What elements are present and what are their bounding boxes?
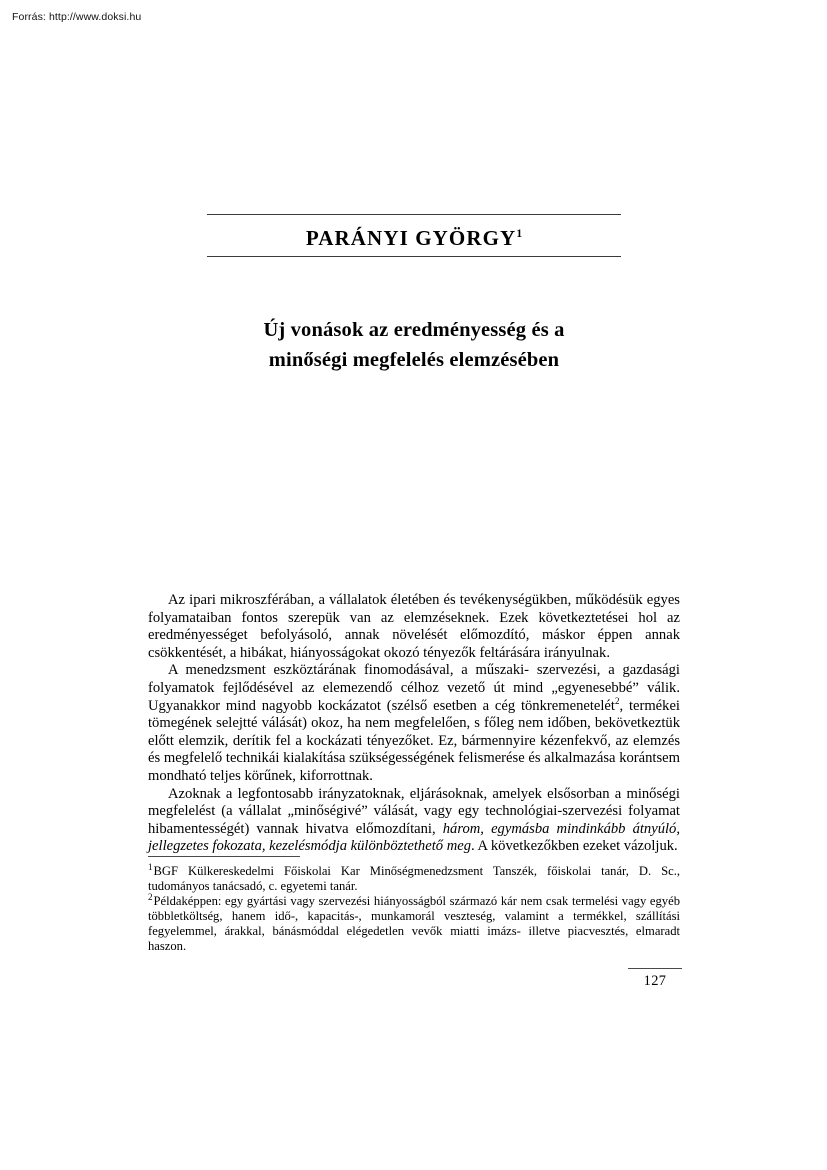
paragraph-2-footnote-marker: 2 [614, 695, 620, 706]
page-number: 127 [643, 973, 667, 989]
page-title [148, 315, 680, 375]
footnote-2-marker: 2 [148, 892, 153, 902]
author-name-text: PARÁNYI GYÖRGY [305, 226, 517, 250]
body-text [148, 592, 680, 856]
author-name [207, 215, 621, 256]
paragraph-3-text-b: . A következőkben ezeket vázoljuk. [471, 838, 678, 855]
folio-rule [628, 968, 682, 969]
author-footnote-marker: 1 [516, 228, 523, 240]
page-title-line-1: Új vonások az eredményesség és a [263, 318, 565, 341]
author-rule-bottom [207, 256, 621, 257]
footnote-1 [148, 861, 680, 894]
author-block [207, 214, 621, 257]
footnote-2 [148, 894, 680, 954]
paragraph-3 [148, 786, 680, 856]
footnote-1-marker: 1 [148, 861, 153, 872]
source-watermark: Forrás: http://www.doksi.hu [12, 11, 142, 23]
page-title-line-2: minőségi megfelelés elemzésében [268, 348, 560, 371]
folio [628, 968, 682, 990]
paragraph-3-text-a: Azoknak a legfontosabb irányzatoknak, eljárásoknak, amelyek elsősorban a minőségi megfelelést (a vállalat „minőségivé” válását, vagy egy technológiai-szervezési folyamat hibamentességét) vannak hivatva előmozdítani, [148, 785, 680, 837]
footnote-1-text: BGF Külkereskedelmi Főiskolai Kar Minőségmenedzsment Tanszék, főiskolai tanár, D. Sc., tudományos tanácsadó, c. egyetemi tanár. [148, 864, 680, 894]
paragraph-2-text-a: A menedzsment eszköztárának finomodásával, a műszaki- szervezési, a gazdasági folyamatok fejlődésével az elemezendő célhoz vezető út mind „egyenesebbé” válik. Ugyanakkor mind nagyobb kockázatot (szélső esetben a cég tönkremenetelét [148, 662, 680, 714]
paragraph-2 [148, 662, 680, 785]
footnote-area [148, 856, 680, 955]
paragraph-1 [148, 592, 680, 662]
paragraph-3-emphasis: három, egymásba mindinkább átnyúló, jellegzetes fokozata, kezelésmódja különböztethető meg [148, 820, 680, 855]
paragraph-1-text: Az ipari mikroszférában, a vállalatok életében és tevékenységükben, működésük egyes folyamataiban fontos szerepük van az elemzéseknek. Ezek következtetései hol az eredményességet befolyásoló, annak növelését előmozdító, máskor éppen annak csökkentését, a hibákat, hiányosságokat okozó tényezők feltárására irányulnak. [148, 592, 680, 661]
paragraph-2-text-b: , termékei tömegének selejtté válását) okoz, ha nem megfelelően, s főleg nem időben, bekövetkeztük előtt elemzik, derítik fel a kockázati tényezőket. Ez, bármennyire kézenfekvő, az elemzés és megfelelő technikái kialakítása szükségességének felismerése és alkalmazása korántsem mondható teljes körűnek, kiforrottnak. [148, 697, 680, 784]
footnote-2-text: Példaképpen: egy gyártási vagy szervezési hiányosságból származó kár nem csak termelési vagy egyéb többletköltség, hanem idő-, kapacitás-, munkamorál veszteség, valamint a termékkel, szállítási fegyelemmel, árakkal, bánásmóddal elégedetlen vevők miatti imázs- illetve piacvesztés, elmaradt haszon. [148, 894, 680, 954]
footnote-separator-rule [148, 856, 300, 857]
